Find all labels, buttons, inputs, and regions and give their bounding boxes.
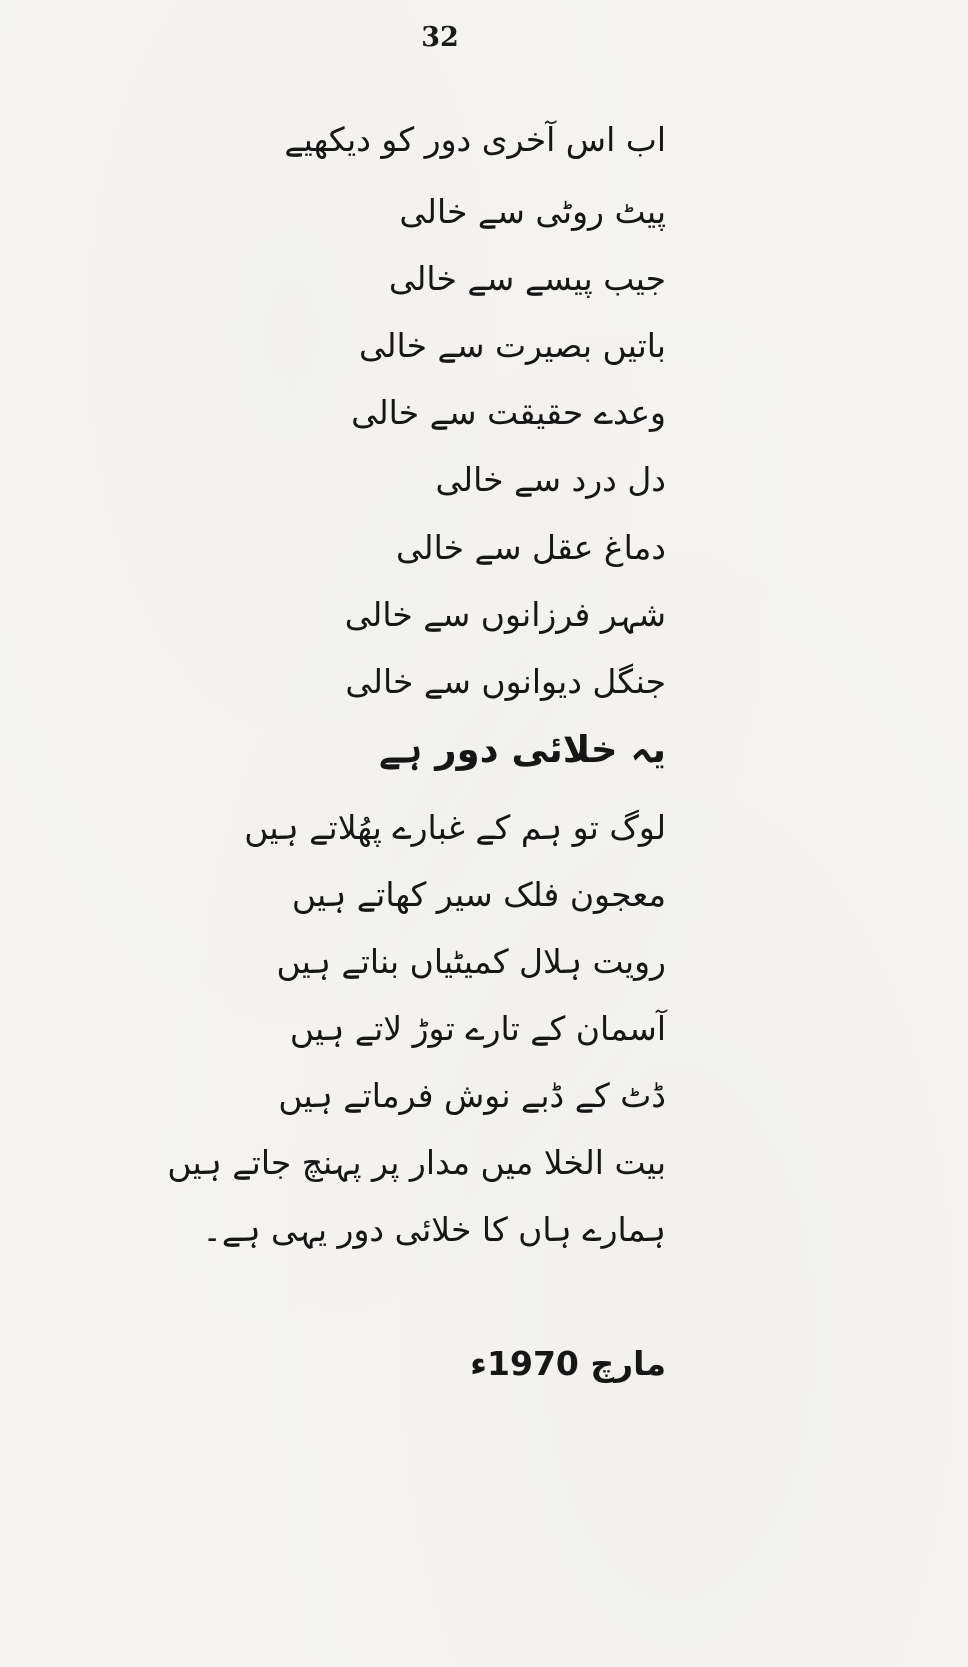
poem-line: رویت ہلال کمیٹیاں بناتے ہیں xyxy=(276,942,666,981)
poem-line: آسمان کے تارے توڑ لاتے ہیں xyxy=(289,1009,666,1048)
poem-line: معجون فلک سیر کھاتے ہیں xyxy=(291,875,666,914)
poem-line: ہمارے ہاں کا خلائی دور یہی ہے۔ xyxy=(202,1210,666,1249)
poem-line: شہر فرزانوں سے خالی xyxy=(344,595,666,634)
page-number: 32 xyxy=(421,22,459,53)
poem-line: بیت الخلا میں مدار پر پہنچ جاتے ہیں xyxy=(167,1143,666,1182)
poem-line: جنگل دیوانوں سے خالی xyxy=(345,662,666,701)
date-line: مارچ 1970ء xyxy=(470,1344,666,1383)
poem-line-emphasis: یہ خلائی دور ہے xyxy=(379,728,666,771)
poem-line: وعدے حقیقت سے خالی xyxy=(351,393,666,432)
poem-line: لوگ تو ہم کے غبارے پھُلاتے ہیں xyxy=(244,808,666,847)
poem-line: باتیں بصیرت سے خالی xyxy=(358,326,666,365)
poem-line: اب اس آخری دور کو دیکھیے xyxy=(284,120,666,159)
poem-line: پیٹ روٹی سے خالی xyxy=(399,192,666,231)
poem-line: دل درد سے خالی xyxy=(435,460,666,499)
poem-line: دماغ عقل سے خالی xyxy=(396,528,666,567)
poem-line: ڈٹ کے ڈبے نوش فرماتے ہیں xyxy=(278,1076,666,1115)
poem-line: جیب پیسے سے خالی xyxy=(388,259,666,298)
